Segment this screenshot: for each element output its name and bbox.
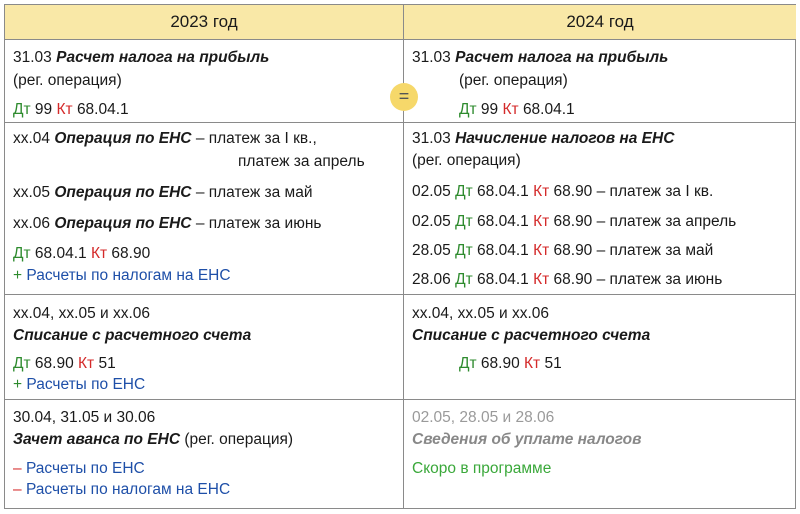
cell-2024-profit-tax — [404, 40, 796, 123]
minus-sign: – — [13, 460, 22, 477]
line-entry — [459, 100, 575, 120]
debit-account: 68.04.1 — [34, 245, 87, 262]
date: 02.05 — [412, 183, 451, 200]
debit-account: 68.90 — [34, 355, 74, 372]
credit-label: Кт — [90, 245, 108, 262]
credit-label: Кт — [502, 101, 519, 118]
line-entry — [13, 244, 150, 264]
date: xx.05 — [13, 184, 51, 201]
line-dates: xx.04, xx.05 и xx.06 — [412, 305, 550, 322]
payment-note: – платеж за I кв. — [596, 183, 714, 200]
payment-note: – платеж за I кв., — [195, 130, 317, 147]
debit-label: Дт — [459, 355, 477, 372]
register-name: Расчеты по налогам на ЕНС — [25, 481, 231, 498]
date: 28.05 — [412, 242, 451, 259]
credit-account: 68.90 — [553, 271, 593, 288]
debit-account: 68.04.1 — [477, 213, 529, 230]
credit-label: Кт — [524, 355, 541, 372]
line-entry — [459, 354, 562, 374]
operation-name: Начисление налогов на ЕНС — [455, 130, 675, 147]
credit-account: 68.04.1 — [522, 101, 575, 118]
line-date-op — [412, 48, 668, 68]
credit-account: 68.90 — [111, 245, 151, 262]
line-note: (рег. операция) — [459, 72, 568, 89]
note: (рег. операция) — [184, 431, 294, 448]
cell-2023-bank-writeoff — [5, 295, 403, 400]
payment-note: – платеж за апрель — [596, 213, 737, 230]
credit-account: 68.90 — [553, 213, 593, 230]
column-2024 — [403, 5, 796, 508]
register-name: Расчеты по налогам на ЕНС — [26, 267, 231, 284]
line-register-plus — [13, 266, 231, 286]
register-name: Расчеты по ЕНС — [25, 460, 145, 477]
line-register-plus — [13, 375, 145, 395]
column-2023 — [5, 5, 403, 508]
header-2024: 2024 год — [404, 5, 796, 40]
date: 31.03 — [412, 130, 451, 147]
debit-account: 68.04.1 — [477, 242, 529, 259]
operation-name: Расчет налога на прибыль — [455, 49, 669, 66]
cell-2024-bank-writeoff — [404, 295, 796, 400]
line-register-minus-1 — [13, 459, 145, 479]
debit-label: Дт — [13, 355, 31, 372]
operation-name: Операция по ЕНС — [54, 184, 192, 201]
debit-label: Дт — [459, 101, 477, 118]
equals-badge: = — [390, 83, 418, 111]
line-op-jun — [13, 214, 321, 234]
credit-label: Кт — [56, 101, 73, 118]
debit-account: 99 — [480, 101, 499, 118]
credit-label: Кт — [533, 271, 550, 288]
debit-label: Дт — [455, 242, 473, 259]
comparison-table — [4, 4, 796, 509]
line-op-apr — [13, 129, 317, 149]
line-date-op — [412, 129, 674, 149]
header-2023: 2023 год — [5, 5, 403, 40]
cell-2024-payment-info — [404, 400, 796, 510]
line-dates: xx.04, xx.05 и xx.06 — [13, 305, 151, 322]
operation-name: Расчет налога на прибыль — [56, 49, 270, 66]
entry-row — [412, 241, 713, 261]
line-note: (рег. операция) — [412, 152, 521, 169]
entry-row — [412, 270, 722, 290]
operation-name: Операция по ЕНС — [54, 215, 192, 232]
payment-note: – платеж за июнь — [195, 215, 322, 232]
debit-label: Дт — [455, 183, 473, 200]
line-op-apr-cont: платеж за апрель — [238, 153, 365, 170]
debit-label: Дт — [455, 271, 473, 288]
cell-2023-ens-operations — [5, 123, 403, 295]
line-entry — [13, 100, 129, 120]
debit-account: 68.04.1 — [477, 183, 529, 200]
plus-sign: + — [13, 376, 23, 393]
credit-account: 68.90 — [553, 183, 593, 200]
cell-2023-profit-tax — [5, 40, 403, 123]
credit-account: 68.90 — [553, 242, 593, 259]
debit-label: Дт — [455, 213, 473, 230]
operation-name: Списание с расчетного счета — [412, 327, 651, 344]
line-op — [13, 430, 293, 450]
debit-label: Дт — [13, 245, 31, 262]
date: 28.06 — [412, 271, 451, 288]
credit-label: Кт — [533, 242, 550, 259]
cell-2024-ens-accrual — [404, 123, 796, 295]
operation-name: Операция по ЕНС — [54, 130, 192, 147]
debit-account: 68.90 — [480, 355, 520, 372]
credit-account: 51 — [98, 355, 116, 372]
date: 31.03 — [13, 49, 52, 66]
operation-name: Сведения об уплате налогов — [412, 431, 642, 448]
plus-sign: + — [13, 267, 23, 284]
credit-account: 51 — [544, 355, 562, 372]
debit-account: 68.04.1 — [477, 271, 529, 288]
line-note: (рег. операция) — [13, 72, 122, 89]
line-dates: 02.05, 28.05 и 28.06 — [412, 409, 555, 426]
debit-account: 99 — [34, 101, 53, 118]
coming-soon-note: Скоро в программе — [412, 460, 552, 477]
line-date-op — [13, 48, 269, 68]
payment-note: – платеж за июнь — [596, 271, 723, 288]
entry-row — [412, 182, 713, 202]
entry-row — [412, 212, 736, 232]
credit-label: Кт — [533, 213, 550, 230]
credit-label: Кт — [78, 355, 95, 372]
date: xx.06 — [13, 215, 51, 232]
line-dates: 30.04, 31.05 и 30.06 — [13, 409, 156, 426]
line-register-minus-2 — [13, 480, 230, 500]
minus-sign: – — [13, 481, 22, 498]
payment-note: – платеж за май — [195, 184, 313, 201]
debit-label: Дт — [13, 101, 31, 118]
date: 02.05 — [412, 213, 451, 230]
credit-account: 68.04.1 — [76, 101, 129, 118]
date: 31.03 — [412, 49, 451, 66]
operation-name: Списание с расчетного счета — [13, 327, 252, 344]
payment-note: – платеж за май — [596, 242, 714, 259]
operation-name: Зачет аванса по ЕНС — [13, 431, 181, 448]
line-op-may — [13, 183, 312, 203]
date: xx.04 — [13, 130, 51, 147]
line-entry — [13, 354, 116, 374]
cell-2023-advance-offset — [5, 400, 403, 510]
credit-label: Кт — [533, 183, 550, 200]
register-name: Расчеты по ЕНС — [26, 376, 146, 393]
